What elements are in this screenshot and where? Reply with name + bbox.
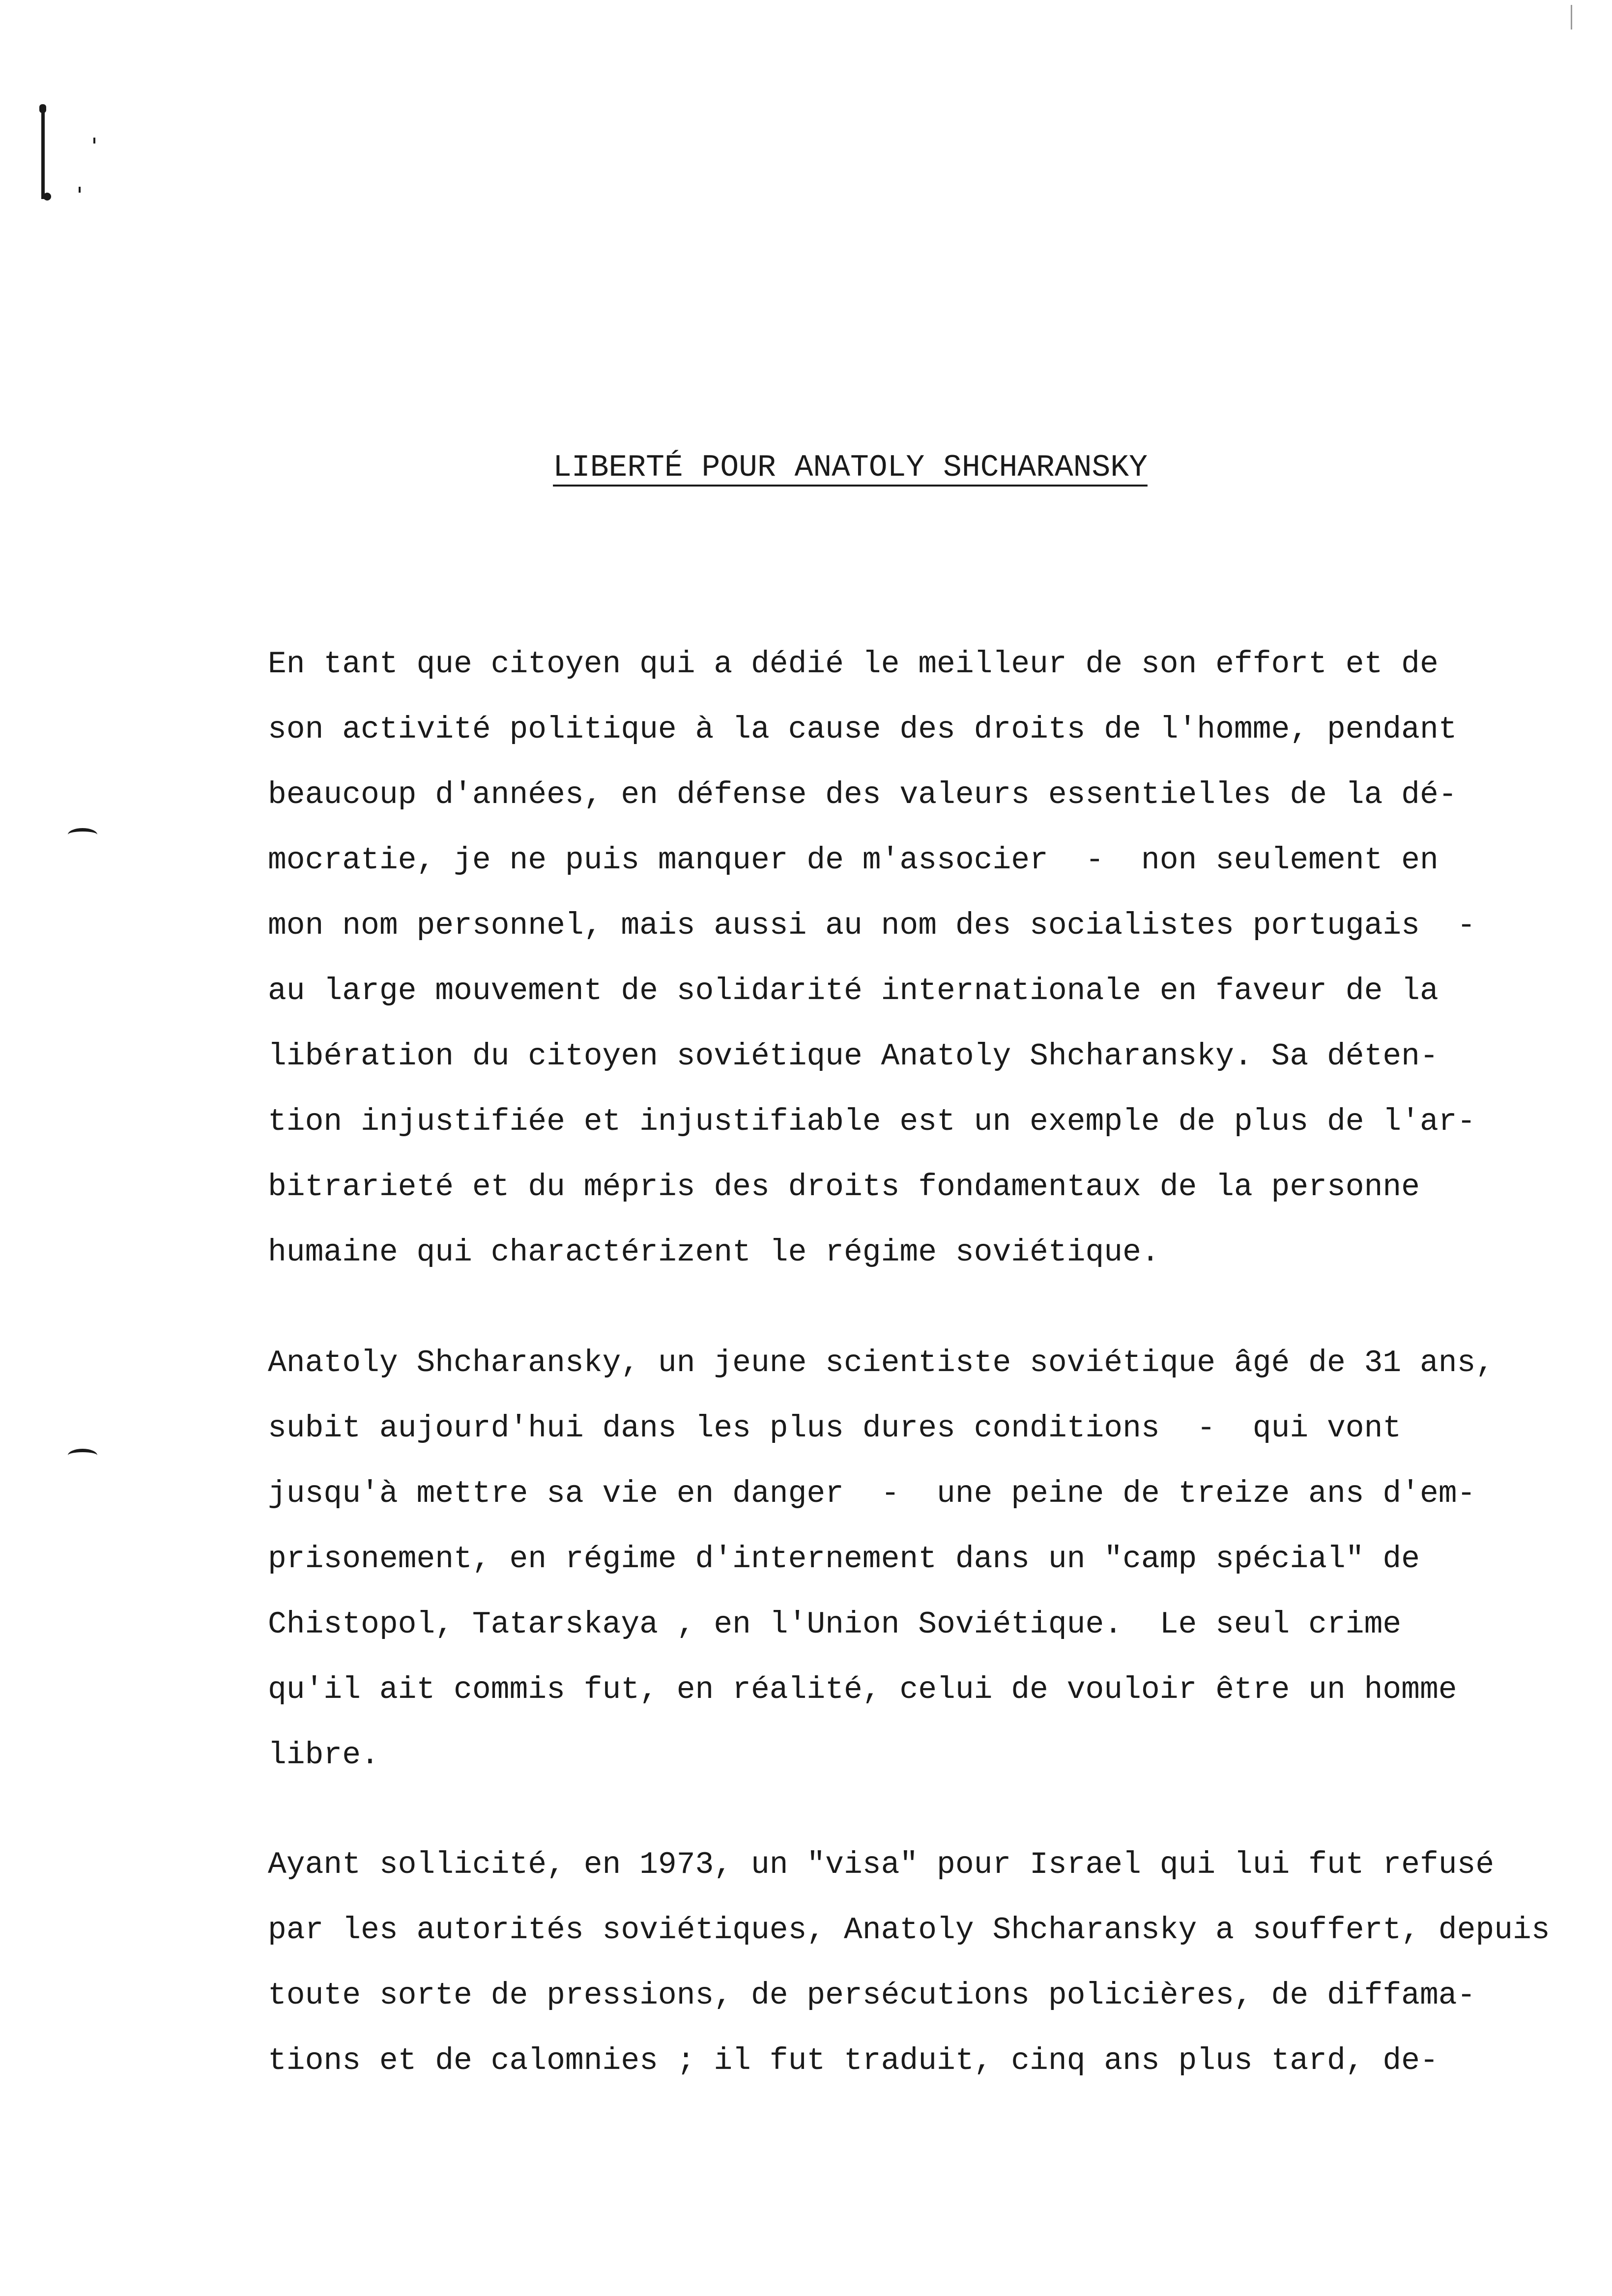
text-line: son activité politique à la cause des droits de l'homme, pendant bbox=[268, 712, 1457, 747]
paragraph-2 bbox=[268, 1330, 1612, 1788]
text-line: subit aujourd'hui dans les plus dures conditions - qui vont bbox=[268, 1411, 1402, 1446]
text-line: tion injustifiée et injustifiable est un exemple de plus de l'ar- bbox=[268, 1104, 1476, 1139]
handwritten-mark-foot bbox=[43, 193, 51, 201]
text-line: Chistopol, Tatarskaya , en l'Union Soviétique. Le seul crime bbox=[268, 1607, 1402, 1642]
text-line: par les autorités soviétiques, Anatoly Shcharansky a souffert, depuis bbox=[268, 1913, 1550, 1948]
text-line: qu'il ait commis fut, en réalité, celui de vouloir être un homme bbox=[268, 1672, 1457, 1707]
punch-hole-mark bbox=[68, 828, 97, 841]
ink-speck bbox=[93, 138, 95, 144]
handwritten-mark bbox=[41, 106, 45, 199]
text-line: Anatoly Shcharansky, un jeune scientiste soviétique âgé de 31 ans, bbox=[268, 1346, 1495, 1380]
paragraph-1 bbox=[268, 631, 1612, 1285]
text-line: mon nom personnel, mais aussi au nom des socialistes portugais - bbox=[268, 908, 1476, 943]
text-line: au large mouvement de solidarité internationale en faveur de la bbox=[268, 974, 1439, 1008]
punch-hole-mark bbox=[68, 1449, 97, 1462]
paragraph-3 bbox=[268, 1832, 1612, 2094]
ink-speck bbox=[79, 187, 81, 193]
document-title-text: LIBERTÉ POUR ANATOLY SHCHARANSKY bbox=[553, 450, 1148, 485]
margin-tick bbox=[1571, 5, 1572, 29]
text-line: prisonement, en régime d'internement dans un "camp spécial" de bbox=[268, 1542, 1420, 1577]
document-title bbox=[0, 448, 1612, 488]
text-line: libération du citoyen soviétique Anatoly Shcharansky. Sa déten- bbox=[268, 1039, 1439, 1074]
text-line: tions et de calomnies ; il fut traduit, cinq ans plus tard, de- bbox=[268, 2043, 1439, 2078]
text-line: libre. bbox=[268, 1738, 379, 1773]
text-line: En tant que citoyen qui a dédié le meilleur de son effort et de bbox=[268, 647, 1439, 682]
text-line: mocratie, je ne puis manquer de m'associer - non seulement en bbox=[268, 843, 1439, 878]
text-line: beaucoup d'années, en défense des valeurs essentielles de la dé- bbox=[268, 777, 1457, 812]
text-line: toute sorte de pressions, de persécutions policières, de diffama- bbox=[268, 1978, 1476, 2013]
text-line: jusqu'à mettre sa vie en danger - une peine de treize ans d'em- bbox=[268, 1476, 1476, 1511]
text-line: Ayant sollicité, en 1973, un "visa" pour Israel qui lui fut refusé bbox=[268, 1847, 1495, 1882]
text-line: humaine qui charactérizent le régime soviétique. bbox=[268, 1235, 1160, 1270]
text-line: bitrarieté et du mépris des droits fondamentaux de la personne bbox=[268, 1170, 1420, 1205]
handwritten-mark-top bbox=[39, 104, 46, 113]
